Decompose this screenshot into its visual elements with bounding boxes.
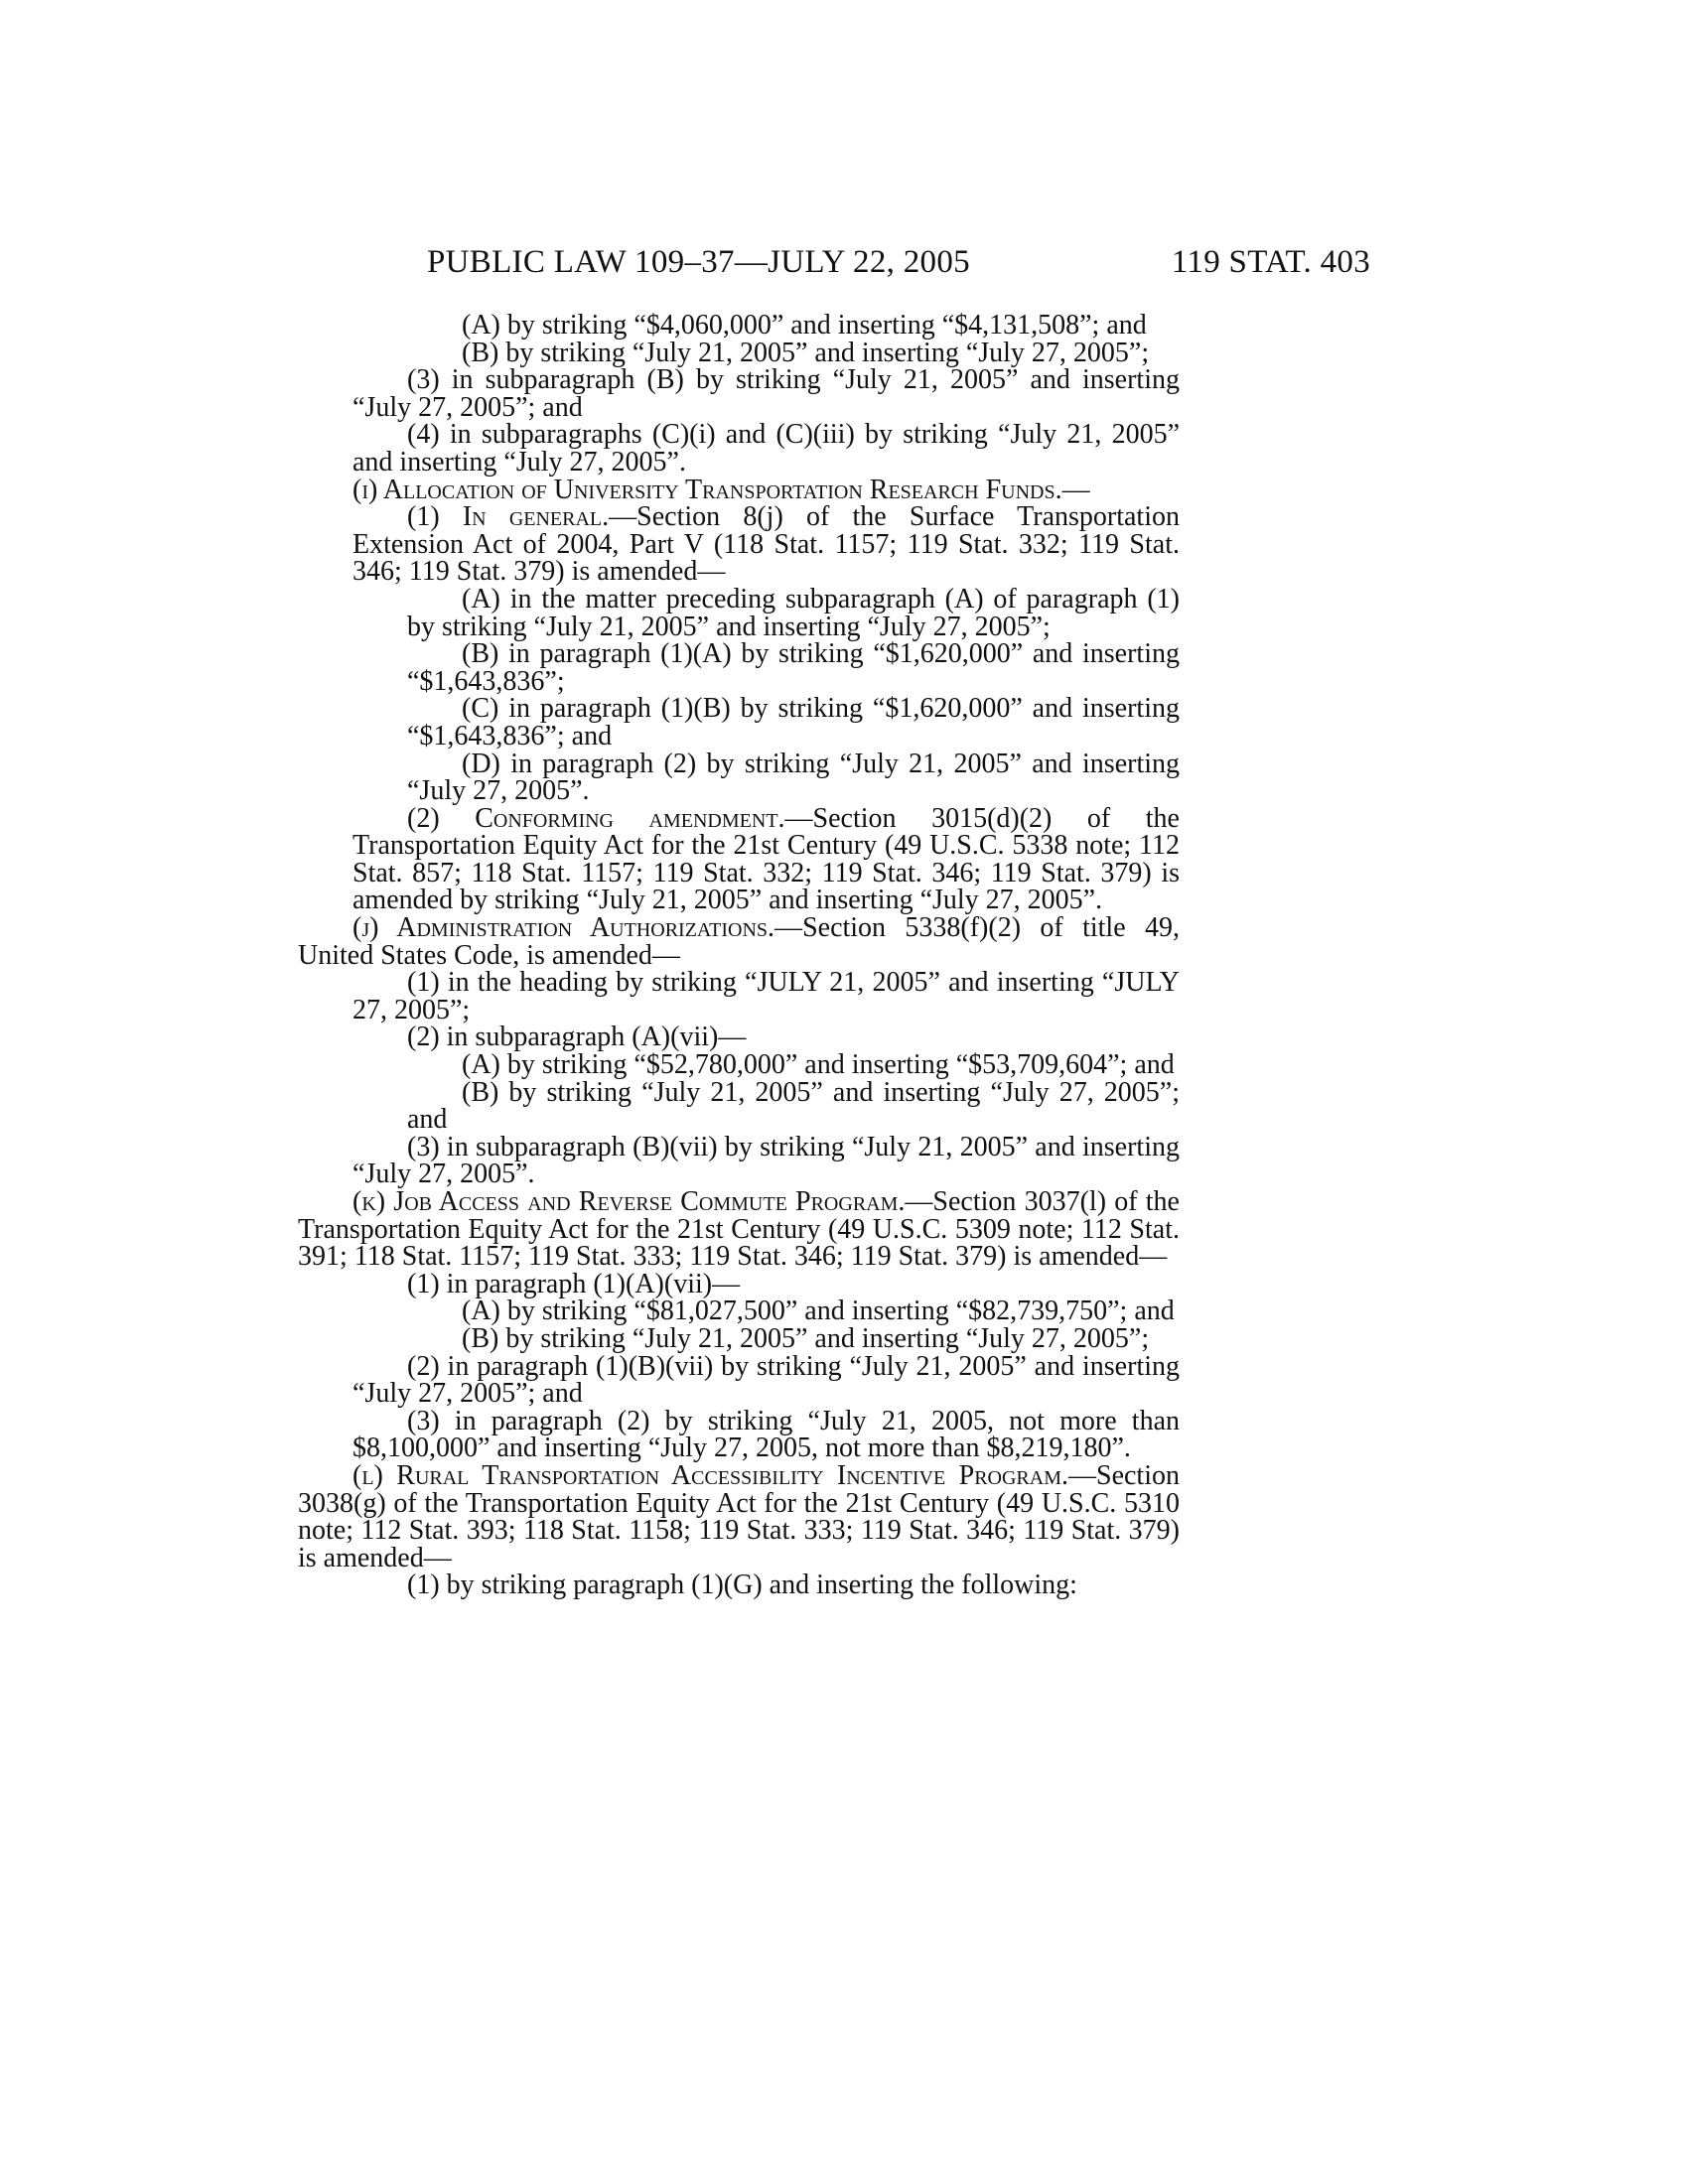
paragraph [298, 1051, 1180, 1079]
paragraph-text: (1) in paragraph (1)(A)(vii)— [407, 1268, 741, 1299]
paragraph [298, 421, 1180, 476]
paragraph-text: (B) by striking “July 21, 2005” and inserting “July 27, 2005”; [462, 1322, 1150, 1354]
paragraph-heading: (i) Allocation of University Transportation Research Funds.— [352, 474, 1090, 505]
paragraph [298, 748, 1180, 807]
paragraph-heading: (1) In general.— [407, 501, 637, 533]
paragraph-heading: (2) Conforming amendment.— [407, 802, 813, 834]
paragraph-heading: (l) Rural Transportation Accessibility Incentive Program.— [352, 1459, 1096, 1491]
paragraph-text: (B) by striking “July 21, 2005” and inserting “July 27, 2005”; and [407, 1076, 1180, 1136]
page-title: PUBLIC LAW 109–37—JULY 22, 2005 [427, 244, 970, 280]
paragraph-text: (3) in subparagraph (B) by striking “July 21, 2005” and inserting “July 27, 2005”; and [352, 364, 1180, 423]
paragraph [298, 802, 1180, 916]
stat-page-number: 119 STAT. 403 [1171, 244, 1370, 280]
paragraph [298, 1076, 1180, 1136]
paragraph-text: (2) in paragraph (1)(B)(vii) by striking “July 21, 2005” and inserting “July 27, 2005”; and [352, 1350, 1180, 1410]
page-header [357, 244, 1370, 288]
paragraph-text: (D) in paragraph (2) by striking “July 21, 2005” and inserting “July 27, 2005”. [407, 748, 1180, 807]
paragraph-text: (3) in paragraph (2) by striking “July 21, 2005, not more than $8,100,000” and inserting “July 27, 2005, not more than $8,219,180”. [352, 1405, 1180, 1464]
paragraph-text: (A) by striking “$52,780,000” and inserting “$53,709,604”; and [462, 1049, 1175, 1081]
paragraph [298, 1322, 1180, 1354]
paragraph-text: Section 5338(f)(2) of title 49, United States Code, is amended— [298, 912, 1180, 971]
paragraph [298, 1188, 1180, 1271]
paragraph-text: (2) in subparagraph (A)(vii)— [407, 1022, 747, 1053]
paragraph [298, 1459, 1180, 1573]
paragraph [298, 914, 1180, 969]
paragraph-text: Section 3038(g) of the Transportation Equity Act for the 21st Century (49 U.S.C. 5310 note; 112 Stat. 393; 118 Stat. 1158; 119 Stat. 333; 119 Stat. 346; 119 Stat. 379) is amended— [298, 1459, 1180, 1573]
paragraph-heading: (j) Administration Authorizations.— [352, 912, 803, 944]
paragraph [298, 1571, 1180, 1599]
paragraph [298, 312, 1180, 340]
paragraph [298, 1297, 1180, 1325]
paragraph [298, 695, 1180, 750]
paragraph-text: Section 8(j) of the Surface Transportation Extension Act of 2004, Part V (118 Stat. 1157; 119 Stat. 332; 119 Stat. 346; 119 Stat. 379) is amended— [352, 501, 1180, 588]
paragraph-text: (A) in the matter preceding subparagraph (A) of paragraph (1) by striking “July 21, 2005” and inserting “July 27, 2005”; [407, 583, 1180, 642]
paragraph [298, 1131, 1180, 1190]
paragraph-text: (B) in paragraph (1)(A) by striking “$1,620,000” and inserting “$1,643,836”; [407, 638, 1180, 697]
paragraph-text: (4) in subparagraphs (C)(i) and (C)(iii) by striking “July 21, 2005” and inserting “July 27, 2005”. [352, 419, 1180, 478]
paragraph-text: (1) by striking paragraph (1)(G) and inserting the following: [407, 1570, 1077, 1601]
paragraph-text: (A) by striking “$81,027,500” and inserting “$82,739,750”; and [462, 1296, 1175, 1327]
paragraph-text: (B) by striking “July 21, 2005” and inserting “July 27, 2005”; [462, 337, 1150, 368]
paragraph-text: (3) in subparagraph (B)(vii) by striking “July 21, 2005” and inserting “July 27, 2005”. [352, 1131, 1180, 1190]
paragraph [298, 1405, 1180, 1464]
paragraph [298, 640, 1180, 695]
paragraph [298, 366, 1180, 421]
paragraph [298, 1024, 1180, 1051]
document-body [298, 312, 1180, 1599]
paragraph-text: (1) in the heading by striking “JULY 21, 2005” and inserting “JULY 27, 2005”; [352, 967, 1180, 1025]
paragraph-text: (A) by striking “$4,060,000” and inserting “$4,131,508”; and [462, 310, 1147, 341]
paragraph-text: (C) in paragraph (1)(B) by striking “$1,620,000” and inserting “$1,643,836”; and [407, 693, 1180, 751]
paragraph [298, 474, 1180, 505]
paragraph-heading: (k) Job Access and Reverse Commute Program.— [352, 1186, 933, 1217]
paragraph [298, 1268, 1180, 1299]
paragraph [298, 969, 1180, 1024]
paragraph [298, 503, 1180, 586]
paragraph [298, 583, 1180, 642]
paragraph [298, 337, 1180, 368]
paragraph-text: Section 3015(d)(2) of the Transportation Equity Act for the 21st Century (49 U.S.C. 5338 note; 112 Stat. 857; 118 Stat. 1157; 119 Stat. 332; 119 Stat. 346; 119 Stat. 379) is amended by striking “July 21, 2005” and inserting “July 27, 2005”. [352, 802, 1180, 916]
paragraph-text: Section 3037(l) of the Transportation Equity Act for the 21st Century (49 U.S.C. 5309 note; 112 Stat. 391; 118 Stat. 1157; 119 Stat. 333; 119 Stat. 346; 119 Stat. 379) is amended— [298, 1186, 1180, 1273]
paragraph [298, 1350, 1180, 1410]
